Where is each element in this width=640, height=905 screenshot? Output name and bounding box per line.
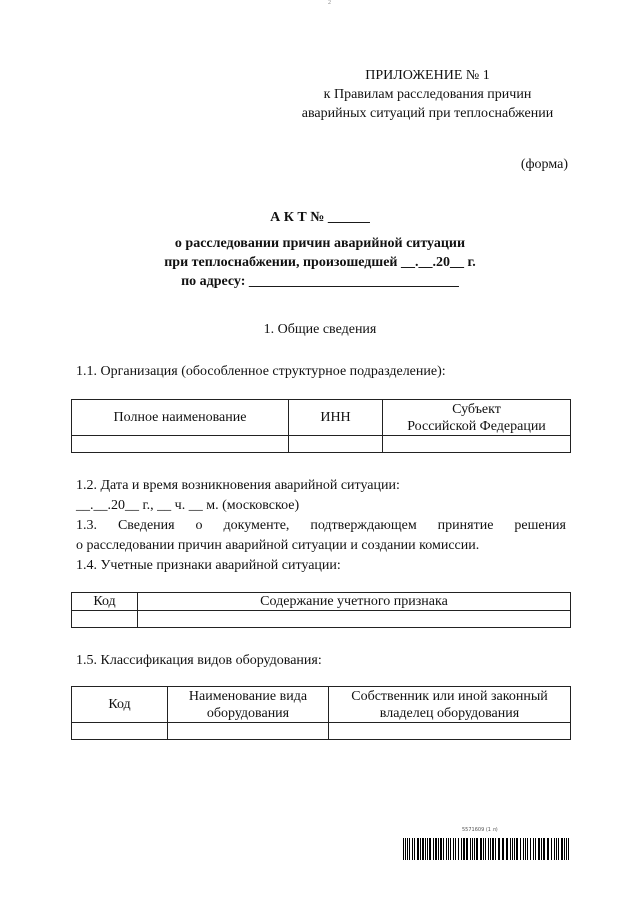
header-code: Код: [72, 593, 138, 611]
header-region: [383, 400, 571, 436]
cell-code[interactable]: [72, 611, 138, 628]
barcode-bar: [492, 838, 494, 860]
barcode-bar: [417, 838, 419, 860]
accounting-features-table: [71, 592, 571, 628]
barcode-bar: [412, 838, 413, 860]
barcode-bar: [466, 838, 468, 860]
organization-table: [71, 399, 571, 453]
table-row: [72, 436, 571, 453]
barcode-bar: [541, 838, 542, 860]
paragraph-1-2-line-1: 1.2. Дата и время возникновения аварийной ситуации:: [76, 478, 400, 493]
section-heading: 1. Общие сведения: [263, 322, 377, 337]
barcode-bar: [407, 838, 408, 860]
act-number-line: А К Т № ______: [270, 210, 370, 225]
barcode-bar: [425, 838, 426, 860]
header-region-line-1: Субъект: [452, 401, 501, 417]
header-equipment-type: [168, 687, 329, 723]
barcode-bar: [438, 838, 439, 860]
barcode-bar: [446, 838, 447, 860]
barcode-bar: [556, 838, 557, 860]
barcode-bar: [472, 838, 473, 860]
paragraph-1-4: 1.4. Учетные признаки аварийной ситуации:: [76, 558, 341, 573]
barcode-bar: [523, 838, 524, 860]
equipment-table: [71, 686, 571, 740]
barcode-bar: [568, 838, 569, 860]
barcode-bar: [405, 838, 406, 860]
barcode-bar: [502, 838, 504, 860]
barcode-bar: [566, 838, 567, 860]
appendix-header: [290, 66, 565, 123]
barcode-bar: [443, 838, 444, 860]
barcode-bar: [485, 838, 486, 860]
barcode-bar: [530, 838, 531, 860]
barcode-bar: [488, 838, 489, 860]
act-subject-line: о расследовании причин аварийной ситуации: [174, 236, 466, 251]
barcode-bar: [483, 838, 484, 860]
header-full-name: Полное наименование: [72, 400, 289, 436]
barcode-bar: [535, 838, 536, 860]
paragraph-1-3-line-2: о расследовании причин аварийной ситуации и создании комиссии.: [76, 538, 480, 553]
barcode-bar: [495, 838, 496, 860]
barcode-bar: [516, 838, 518, 860]
barcode-bar: [409, 838, 410, 860]
header-region-line-2: Российской Федерации: [407, 418, 546, 434]
barcode-bar: [527, 838, 528, 860]
cell-inn[interactable]: [289, 436, 383, 453]
cell-feature-content[interactable]: [138, 611, 571, 628]
barcode-bar: [561, 838, 563, 860]
paragraph-1-2-line-2: __.__.20__ г., __ ч. __ м. (московское): [76, 498, 300, 513]
barcode-bar: [420, 838, 421, 860]
form-label: (форма): [520, 157, 568, 172]
act-address-line: по адресу: ______________________________: [181, 274, 459, 289]
paragraph-1-2: [76, 476, 566, 576]
barcode-bar: [476, 838, 478, 860]
paragraph-1-3-line-1: 1.3. Сведения о документе, подтверждающем принятие решения: [76, 518, 566, 533]
cell-equipment-type[interactable]: [168, 723, 329, 740]
header-feature-content: Содержание учетного признака: [138, 593, 571, 611]
table-row: [72, 611, 571, 628]
barcode-bar: [538, 838, 540, 860]
paragraph-1-5: 1.5. Классификация видов оборудования:: [76, 653, 322, 668]
header-inn: ИНН: [289, 400, 383, 436]
barcode-bar: [450, 838, 451, 860]
table-row: [72, 723, 571, 740]
header-equipment-type-line-2: оборудования: [206, 705, 290, 721]
appendix-line-3: аварийных ситуаций при теплоснабжении: [301, 106, 554, 121]
barcode-number: 5571609 (1 л): [462, 827, 498, 833]
barcode-bar: [474, 838, 475, 860]
act-date-line: при теплоснабжении, произошедшей __.__.20__ г.: [164, 255, 476, 270]
barcode-bar: [558, 838, 559, 860]
barcode-bar: [498, 838, 500, 860]
barcode-bar: [414, 838, 415, 860]
header-equipment-owner: [329, 687, 571, 723]
barcode-bar: [514, 838, 515, 860]
barcode: [403, 838, 569, 860]
barcode-bar: [422, 838, 424, 860]
barcode-bar: [512, 838, 513, 860]
barcode-bar: [403, 838, 404, 860]
barcode-bar: [554, 838, 555, 860]
barcode-bar: [551, 838, 552, 860]
barcode-bar: [427, 838, 428, 860]
barcode-bar: [490, 838, 491, 860]
paragraph-1-1: 1.1. Организация (обособленное структурное подразделение):: [76, 364, 446, 379]
header-equipment-owner-line-2: владелец оборудования: [379, 705, 520, 721]
barcode-bar: [463, 838, 465, 860]
barcode-bar: [543, 838, 545, 860]
barcode-bar: [448, 838, 449, 860]
header-equipment-code: Код: [72, 687, 168, 723]
barcode-bar: [461, 838, 462, 860]
barcode-bar: [533, 838, 534, 860]
barcode-bar: [510, 838, 511, 860]
barcode-bar: [435, 838, 437, 860]
appendix-line-1: ПРИЛОЖЕНИЕ № 1: [365, 68, 490, 83]
barcode-bar: [525, 838, 526, 860]
barcode-bar: [547, 838, 549, 860]
barcode-bar: [433, 838, 434, 860]
appendix-line-2: к Правилам расследования причин: [323, 87, 532, 102]
barcode-bar: [458, 838, 459, 860]
cell-equipment-code[interactable]: [72, 723, 168, 740]
barcode-bar: [455, 838, 456, 860]
cell-region[interactable]: [383, 436, 571, 453]
barcode-bar: [429, 838, 431, 860]
header-equipment-owner-line-1: Собственник или иной законный: [351, 688, 548, 704]
barcode-bar: [453, 838, 454, 860]
barcode-bar: [506, 838, 508, 860]
barcode-bar: [520, 838, 521, 860]
barcode-bar: [480, 838, 482, 860]
barcode-bar: [470, 838, 471, 860]
header-equipment-type-line-1: Наименование вида: [188, 688, 308, 704]
cell-full-name[interactable]: [72, 436, 289, 453]
barcode-bar: [564, 838, 565, 860]
page-number-mark: 2: [328, 0, 331, 6]
cell-equipment-owner[interactable]: [329, 723, 571, 740]
barcode-bar: [440, 838, 442, 860]
act-title: [0, 208, 640, 291]
